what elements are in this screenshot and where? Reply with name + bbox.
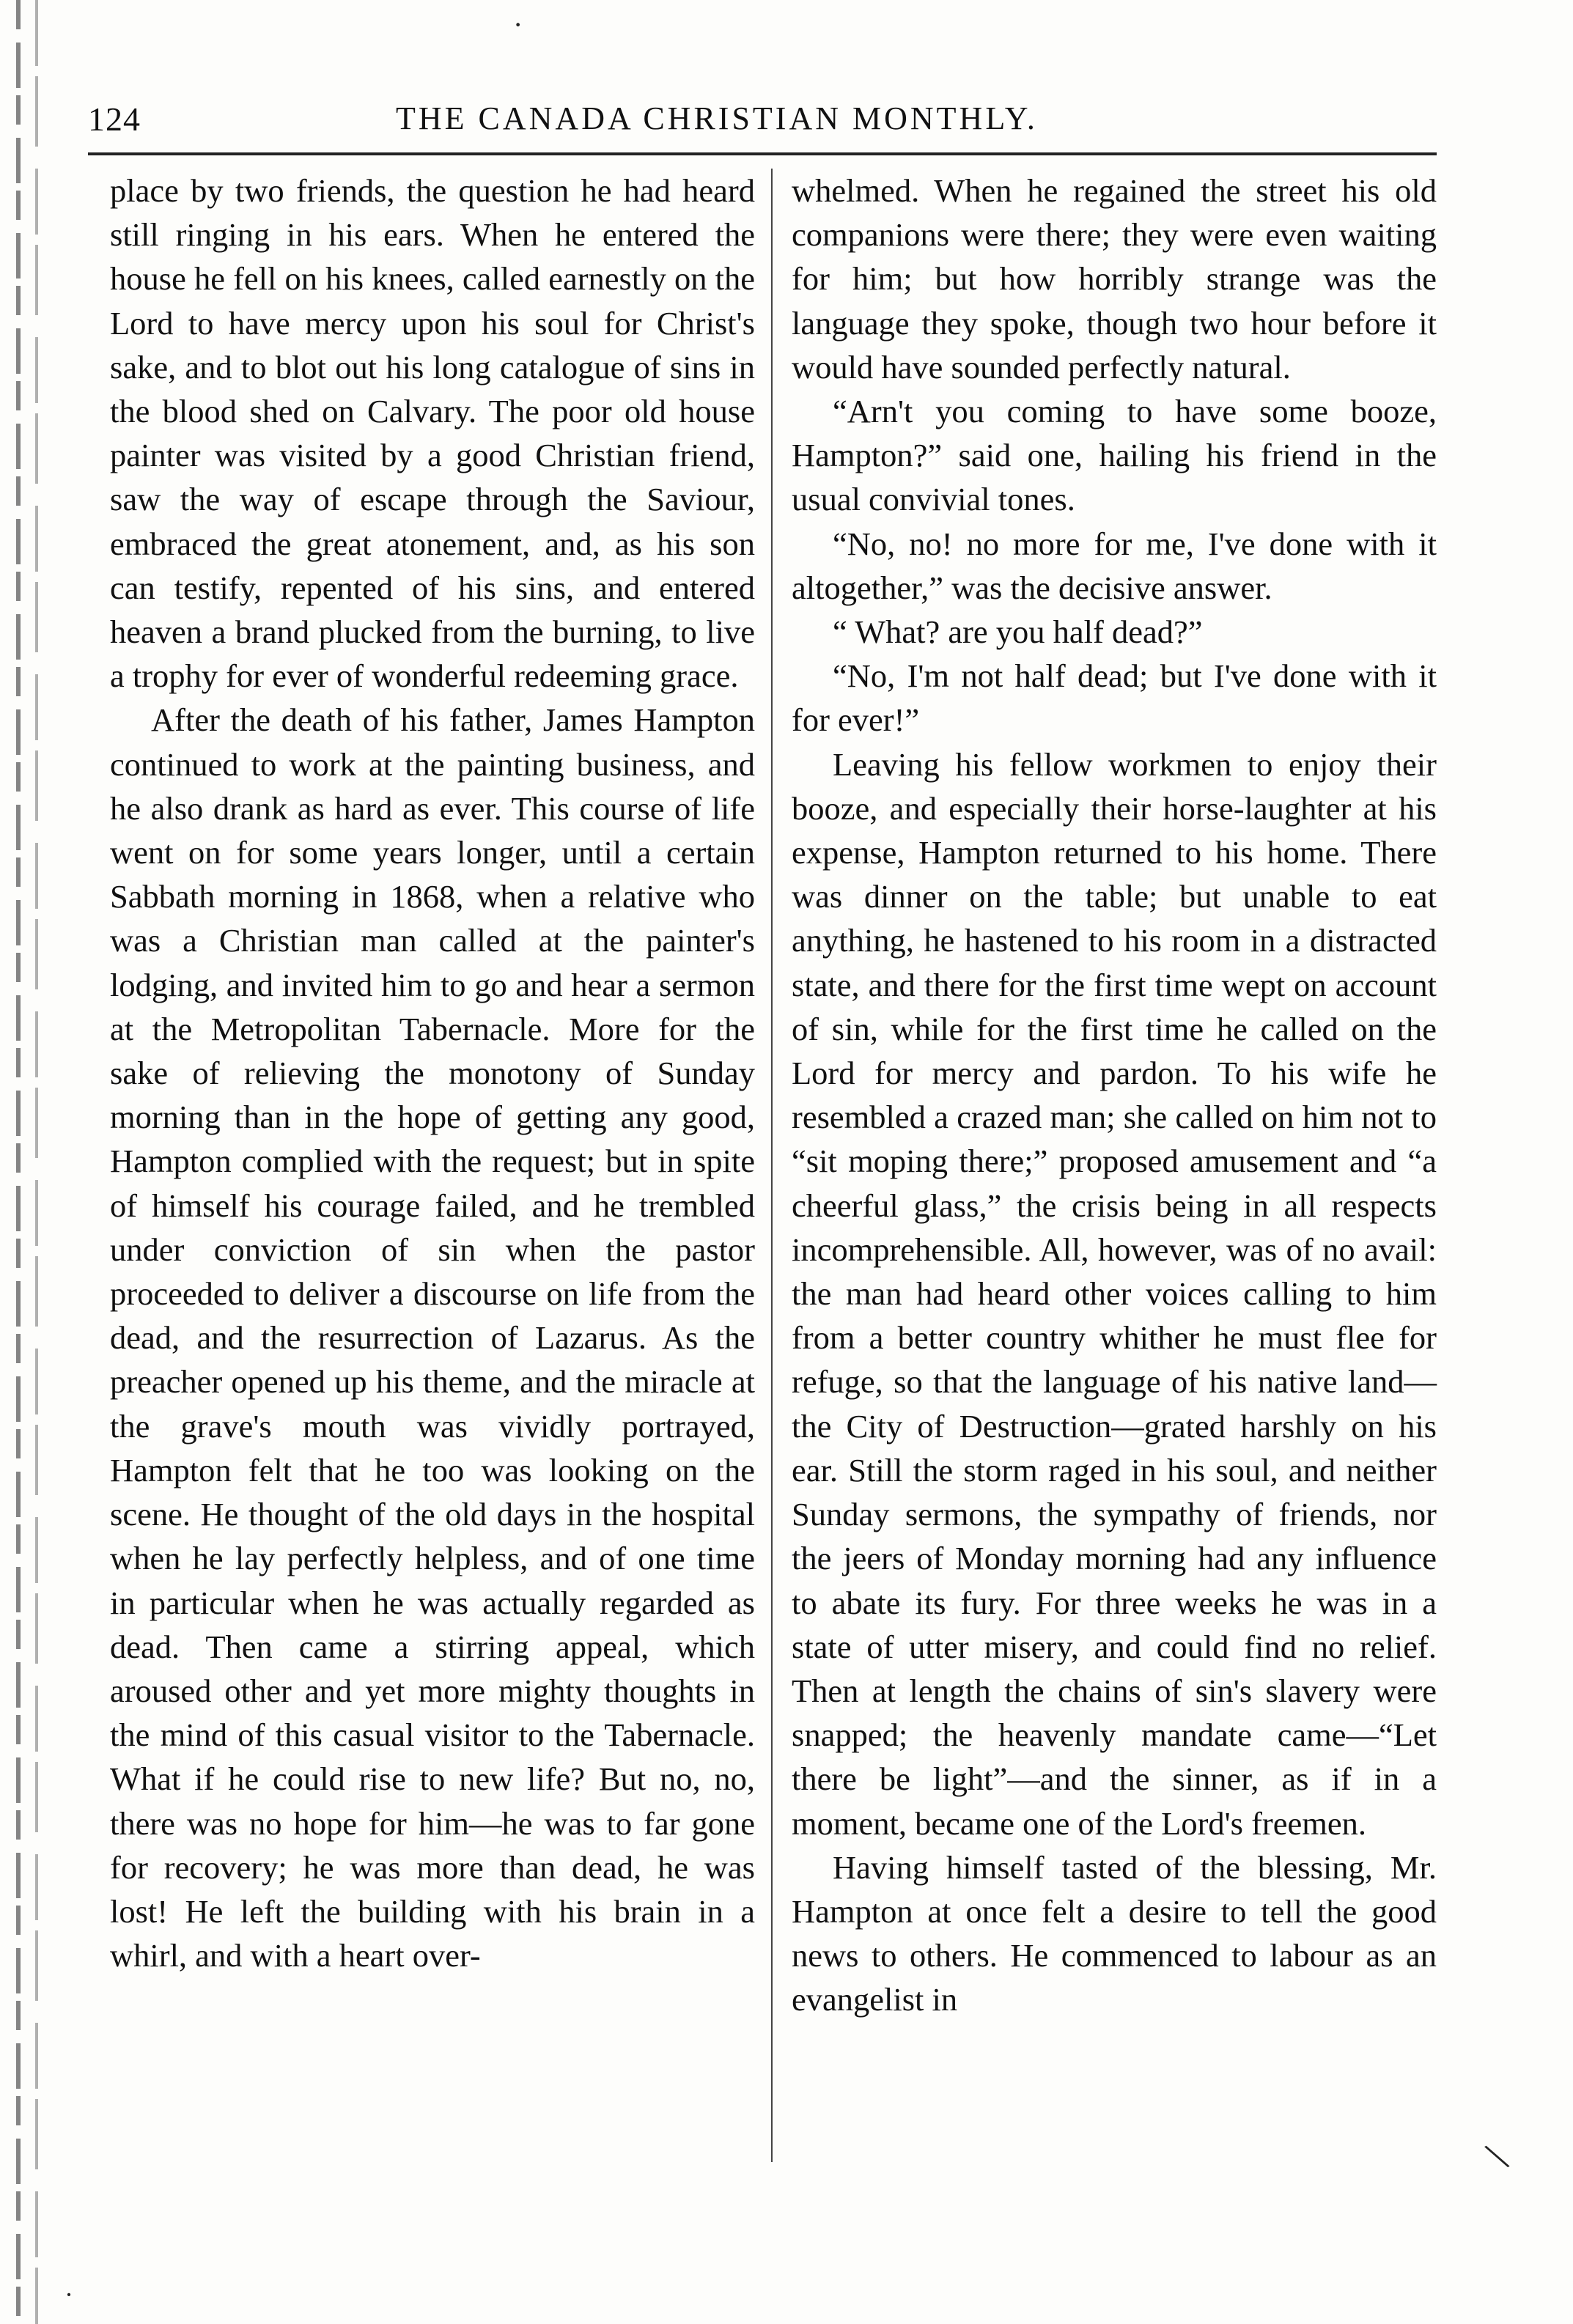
paragraph: whelmed. When he regained the street his old companions were there; they were even waiting for him; but how horribly strange was the language they spoke, though two hour before it would have sounded perfectly natural. [792,172,1437,386]
ink-speck: · [513,8,523,41]
page-header [88,94,1407,160]
margin-mark: \ [1479,2132,1514,2180]
paragraph: “Arn't you coming to have some booze, Hampton?” said one, hailing his friend in the usual convivial tones. [792,393,1437,518]
paragraph: “No, no! no more for me, I've done with it altogether,” was the decisive answer. [792,525,1437,606]
binding-edge-marks-inner [35,0,38,2324]
paragraph: Having himself tasted of the blessing, Mr. Hampton at once felt a desire to tell the good news to others. He commenced to labour as an evangelist in [792,1848,1437,2018]
paragraph: “No, I'm not half dead; but I've done with it for ever!” [792,657,1437,739]
paragraph: “ What? are you half dead?” [833,613,1203,651]
header-rule [88,152,1437,155]
page-number: 124 [88,100,141,138]
column-divider [771,169,773,2162]
running-title: THE CANADA CHRISTIAN MONTHLY. [396,100,1038,136]
binding-edge-marks [16,0,21,2324]
ink-speck: · [65,2280,73,2309]
paragraph: After the death of his father, James Hampton continued to work at the painting business, and he also drank as hard as ever. This course of life went on for some years longer, until a certain Sabbath morning in 1868, when a relative who was a Christian man called at the painter's lodging, and invited him to go and hear a sermon at the Metropolitan Tabernacle. More for the sake of relieving the monotony of Sunday morning than in the hope of getting any good, Hampton complied with the request; but in spite of himself his courage failed, and he trembled under conviction of sin when the pastor proceeded to deliver a discourse on life from the dead, and the resurrection of Lazarus. As the preacher opened up his theme, and the miracle at the grave's mouth was vividly portrayed, Hampton felt that he too was looking on the scene. He thought of the old days in the hospital when he lay perfectly helpless, and of one time in particular when he was actually regarded as dead. Then came a stirring appeal, which aroused other and yet more mighty thoughts in the mind of this casual visitor to the Tabernacle. What if he could rise to new life? But no, no, there was no hope for him—he was to far gone for recovery; he was more than dead, he was lost! He left the building with his brain in a whirl, and with a heart over- [110,701,755,1974]
paragraph: place by two friends, the question he had heard still ringing in his ears. When he entered the house he fell on his knees, called earnestly on the Lord to have mercy upon his soul for Christ's sake, and to blot out his long catalogue of sins in the blood shed on Calvary. The poor old house painter was visited by a good Christian friend, saw the way of escape through the Saviour, embraced the great atonement, and, as his son can testify, repented of his sins, and entered heaven a brand plucked from the burning, to live a trophy for ever of wonderful redeeming grace. [110,172,755,695]
right-column [792,169,1437,2177]
paragraph: Leaving his fellow workmen to enjoy their booze, and especially their horse-laughter at his expense, Hampton returned to his home. There was dinner on the table; but unable to eat anything, he hastened to his room in a distracted state, and there for the first time wept on account of sin, while for the first time he called on the Lord for mercy and pardon. To his wife he resembled a crazed man; she called on him not to “sit moping there;” proposed amusement and “a cheerful glass,” the crisis being in all respects incomprehensible. All, however, was of no avail: the man had heard other voices calling to him from a better country whither he must flee for refuge, so that the language of his native land—the City of Destruction—grated harshly on his ear. Still the storm raged in his soul, and neither Sunday sermons, the sympathy of friends, nor the jeers of Monday morning had any influence to abate its fury. For three weeks he was in a state of utter misery, and could find no relief. Then at length the chains of sin's slavery were snapped; the heavenly mandate came—“Let there be light”—and the sinner, as if in a moment, became one of the Lord's freemen. [792,745,1437,1842]
left-column [110,169,755,2177]
